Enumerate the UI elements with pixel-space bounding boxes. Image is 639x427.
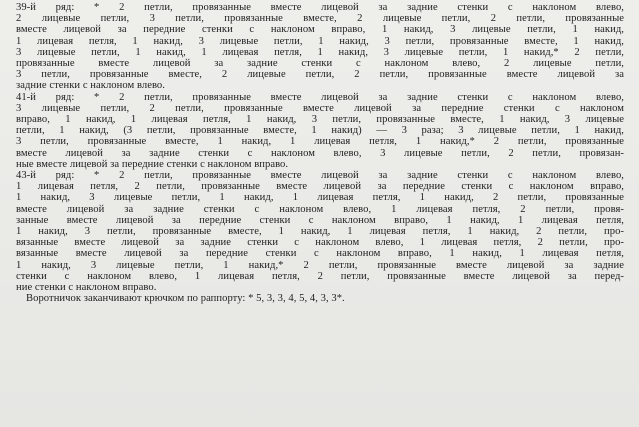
text-line: петли, 1 накид, (3 петли, провязанные вместе, 1 накид) — 3 раза; 3 лицевые петли, 1 накид, [16, 125, 624, 137]
text-line: занные вместе лицевой за передние стенки с наклоном вправо, 1 накид, 1 лицевая петля, [16, 214, 624, 226]
text-line: стенки с наклоном влево, 1 лицевая петля, 2 петли, провязанные вместе лицевой за перед- [16, 270, 624, 282]
text-line: 43-й ряд: * 2 петли, провязанные вместе лицевой за задние стенки с наклоном влево, [16, 170, 624, 182]
text-line: ние стенки с наклоном вправо. [16, 282, 157, 294]
text-line: 1 лицевая петля, 2 петли, провязанные вместе лицевой за передние стенки с наклоном вправо, [16, 181, 624, 193]
text-line: задние стенки с наклоном влево. [16, 80, 165, 92]
text-line: 1 лицевая петля, 1 накид, 3 лицевые петли, 1 накид, 3 петли, провязанные вместе, 1 накид, [16, 35, 624, 47]
instruction-text-block [16, 2, 624, 304]
text-line: вместе лицевой за задние стенки с наклоном влево, 1 лицевая петля, 2 петли, провя- [16, 203, 624, 215]
text-line: вместе лицевой за передние стенки с наклоном вправо, 1 накид, 3 лицевые петли, 1 накид, [16, 24, 624, 36]
text-line: провязанные вместе лицевой за задние стенки с наклоном влево, 2 лицевые петли, [16, 58, 624, 70]
text-line: 1 накид, 3 лицевые петли, 1 накид, 1 лицевая петля, 1 накид, 2 петли, провязанные [16, 192, 624, 204]
text-line: 3 лицевые петли, 2 петли, провязанные вместе лицевой за передние стенки с наклоном [16, 102, 624, 114]
text-line: 3 петли, провязанные вместе, 1 накид, 1 лицевая петля, 1 накид,* 2 петли, провязанные [16, 136, 624, 148]
text-line: вязанные вместе лицевой за передние стенки с наклоном вправо, 1 накид, 1 лицевая петля, [16, 248, 624, 260]
text-line: ные вместе лицевой за передние стенки с наклоном вправо. [16, 158, 289, 170]
text-line: 3 петли, провязанные вместе, 2 лицевые петли, 2 петли, провязанные вместе лицевой за [16, 69, 624, 81]
text-line: 3 лицевые петли, 1 накид, 1 лицевая петля, 1 накид, 3 лицевые петли, 1 накид,* 2 петли, [16, 46, 624, 58]
text-line: 2 лицевые петли, 3 петли, провязанные вместе, 2 лицевые петли, 2 петли, провязанные [16, 13, 624, 25]
text-line: 1 накид, 3 лицевые петли, 1 накид,* 2 петли, провязанные вместе лицевой за задние [16, 259, 624, 271]
text-line: вязанные вместе лицевой за задние стенки с наклоном влево, 1 лицевая петля, 2 петли, про- [16, 237, 624, 249]
text-line: Воротничок заканчивают крючком по раппорту: * 5, 3, 3, 4, 5, 4, 3, 3*. [26, 293, 345, 305]
text-line: 1 накид, 3 петли, провязанные вместе, 1 накид, 1 лицевая петля, 1 накид, 2 петли, про- [16, 226, 624, 238]
text-line: 39-й ряд: * 2 петли, провязанные вместе лицевой за задние стенки с наклоном влево, [16, 2, 624, 13]
text-line: вместе лицевой за задние стенки с наклоном влево, 3 лицевые петли, 2 петли, провязан- [16, 147, 624, 159]
text-line: вправо, 1 накид, 1 лицевая петля, 1 накид, 3 петли, провязанные вместе, 1 накид, 3 лицевые [16, 114, 624, 126]
text-line: 41-й ряд: * 2 петли, провязанные вместе лицевой за задние стенки с наклоном влево, [16, 91, 624, 103]
